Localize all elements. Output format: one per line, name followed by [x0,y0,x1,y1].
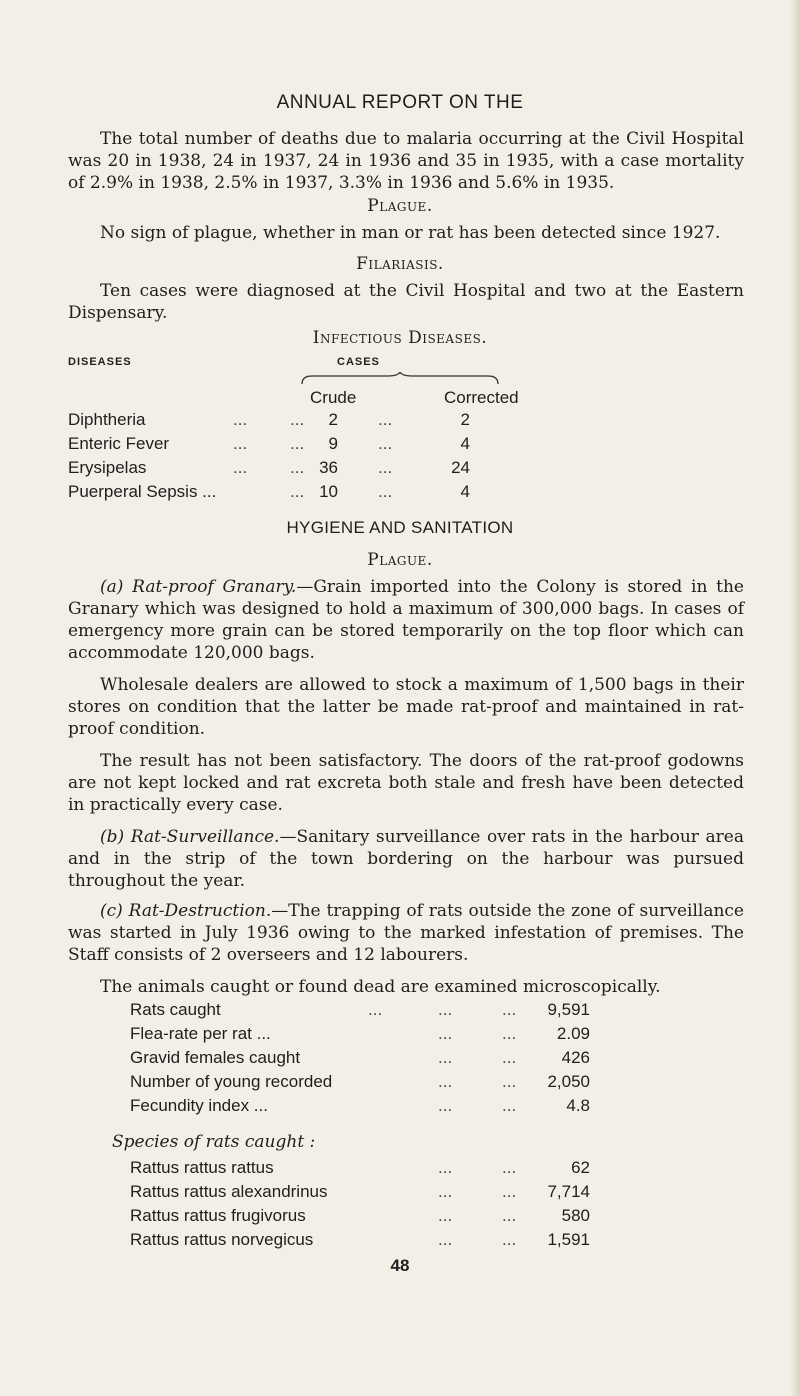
stat-label: Flea-rate per rat ... [130,1024,271,1043]
leader-dots: ... [502,1230,517,1249]
stat-row [130,1048,650,1072]
leader-dots: ... [438,1096,453,1115]
leader-dots: ... [438,1000,453,1019]
crude-value: 36 [319,458,338,477]
crude-value: 9 [328,434,338,453]
leader-dots: ... [290,458,305,477]
leader-dots: ... [378,410,393,429]
col-header-crude: Crude [310,388,357,407]
disease-name: Erysipelas [68,458,147,477]
plague-paragraph: No sign of plague, whether in man or rat has been detected since 1927. [100,223,721,243]
stats-intro: The animals caught or found dead are examined microscopically. [100,977,661,997]
stat-row [130,1096,650,1120]
species-value: 62 [571,1158,590,1177]
leader-dots: ... [378,434,393,453]
malaria-paragraph: The total number of deaths due to malaria occurring at the Civil Hospital was 20 in 1938, 24 in 1937, 24 in 1936 and 35 in 1935, with a case mortality of 2.9% in 1938, 2.5% in 1937, 3.3% in 1936 and 5.6% in 1935. [68,129,744,193]
leader-dots: ... [502,1072,517,1091]
leader-dots: ... [502,1024,517,1043]
leader-dots: ... [233,458,248,477]
leader-dots: ... [502,1182,517,1201]
leader-dots: ... [233,434,248,453]
leader-dots: ... [502,1000,517,1019]
species-label: Rattus rattus frugivorus [130,1206,306,1225]
species-value: 1,591 [547,1230,590,1249]
disease-name: Enteric Fever [68,434,170,453]
table-row [68,482,548,506]
species-value: 7,714 [547,1182,590,1201]
stat-row [130,1000,650,1024]
leader-dots: ... [438,1230,453,1249]
stat-value: 9,591 [547,1000,590,1019]
stat-value: 426 [561,1048,590,1067]
stat-label: Fecundity index ... [130,1096,268,1115]
species-row [130,1206,650,1230]
corrected-value: 2 [460,410,470,429]
plague-heading: Plague. [367,196,433,216]
section-c-label: (c) Rat-Destruction. [100,901,272,921]
disease-name: Puerperal Sepsis ... [68,482,217,501]
section-a-label: (a) Rat-proof Granary. [100,577,297,597]
col-header-cases: CASES [337,356,380,368]
leader-dots: ... [438,1072,453,1091]
leader-dots: ... [438,1206,453,1225]
hygiene-plague-heading: Plague. [367,550,433,570]
stat-value: 4.8 [566,1096,590,1115]
crude-value: 2 [328,410,338,429]
stat-label: Gravid females caught [130,1048,301,1067]
leader-dots: ... [290,482,305,501]
page-header: ANNUAL REPORT ON THE [276,92,524,113]
leader-dots: ... [368,1000,383,1019]
wholesale-paragraph: Wholesale dealers are allowed to stock a maximum of 1,500 bags in their stores on condition that the latter be made rat-proof and maintained in rat-proof condition. [68,675,744,739]
leader-dots: ... [438,1048,453,1067]
col-header-corrected: Corrected [444,388,519,407]
cases-brace [300,372,500,386]
infectious-diseases-heading: Infectious Diseases. [312,328,488,348]
rat-destruction-paragraph [68,900,744,966]
species-label: Rattus rattus alexandrinus [130,1182,328,1201]
rat-surveillance-paragraph [68,826,744,892]
species-row [130,1230,650,1254]
corrected-value: 4 [460,482,470,501]
table-row [68,434,548,458]
result-paragraph: The result has not been satisfactory. The doors of the rat-proof godowns are not kept locked and rat excreta both stale and fresh have been detected in practically every case. [68,751,744,815]
section-b-text: —Sanitary surveillance over rats in the harbour area and in the strip of the town bordering on the harbour was pursued throughout the year. [68,827,745,891]
leader-dots: ... [438,1024,453,1043]
crude-value: 10 [319,482,338,501]
species-heading: Species of rats caught : [112,1132,316,1152]
stat-value: 2.09 [556,1024,590,1043]
species-label: Rattus rattus norvegicus [130,1230,314,1249]
leader-dots: ... [502,1048,517,1067]
corrected-value: 24 [451,458,470,477]
leader-dots: ... [290,410,305,429]
stat-row [130,1024,650,1048]
leader-dots: ... [378,458,393,477]
leader-dots: ... [438,1182,453,1201]
species-label: Rattus rattus rattus [130,1158,274,1177]
species-row [130,1182,650,1206]
rat-proof-granary-paragraph [68,576,744,664]
col-header-diseases: DISEASES [68,356,132,368]
filariasis-paragraph: Ten cases were diagnosed at the Civil Hospital and two at the Eastern Dispensary. [68,281,744,323]
leader-dots: ... [502,1206,517,1225]
leader-dots: ... [378,482,393,501]
leader-dots: ... [290,434,305,453]
species-value: 580 [561,1206,590,1225]
species-row [130,1158,650,1182]
leader-dots: ... [233,410,248,429]
disease-name: Diphtheria [68,410,146,429]
page-number: 48 [390,1256,410,1275]
table-row [68,458,548,482]
section-a-text: —Grain imported into the Colony is stored in the Granary which was designed to hold a maximum of 300,000 bags. In cases of emergency more grain can be stored temporarily on the top floor which can accommodate 120,000 bags. [68,577,744,663]
table-row [68,410,548,434]
stat-label: Rats caught [130,1000,221,1019]
stat-label: Number of young recorded [130,1072,333,1091]
corrected-value: 4 [460,434,470,453]
stat-row [130,1072,650,1096]
stat-value: 2,050 [547,1072,590,1091]
leader-dots: ... [502,1096,517,1115]
leader-dots: ... [502,1158,517,1177]
hygiene-heading: HYGIENE AND SANITATION [286,518,514,537]
section-c-text: —The trapping of rats outside the zone of surveillance was started in July 1936 owing to the marked infestation of premises. The Staff consists of 2 overseers and 12 labourers. [68,901,744,965]
leader-dots: ... [438,1158,453,1177]
section-b-label: (b) Rat-Surveillance. [100,827,280,847]
filariasis-heading: Filariasis. [356,254,444,274]
